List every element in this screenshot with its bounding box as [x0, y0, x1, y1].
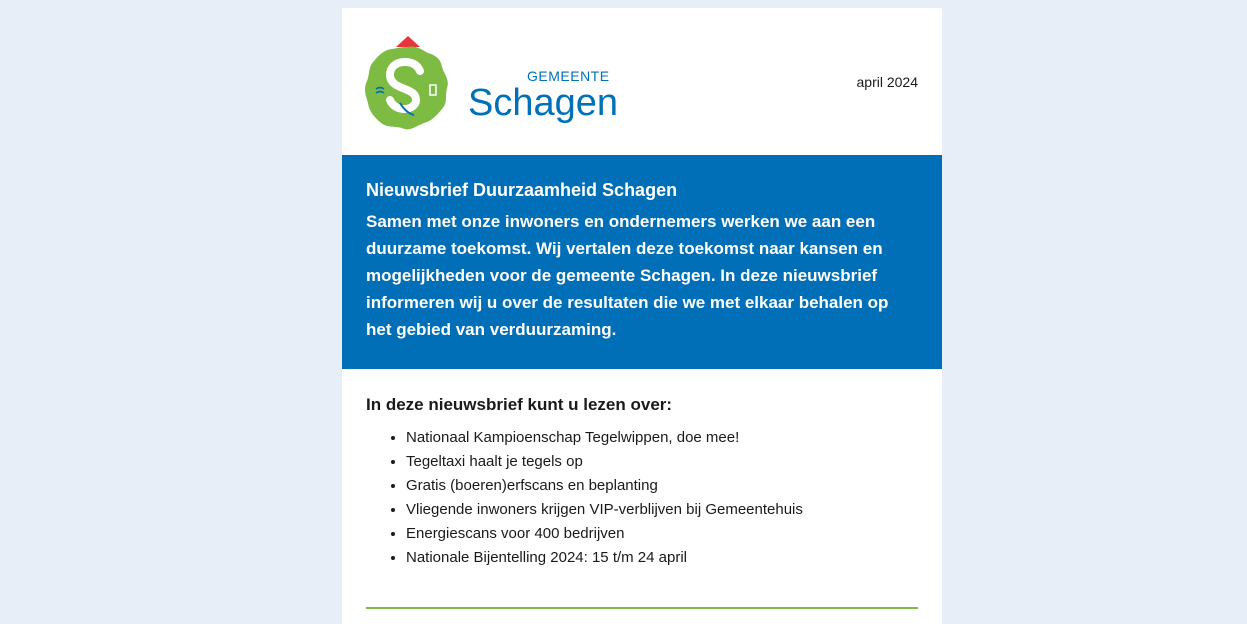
toc-item: • Tegeltaxi haalt je tegels op — [406, 450, 918, 474]
intro-text: Samen met onze inwoners en ondernemers werken we aan een duurzame toekomst. Wij vertalen deze toekomst naar kansen en mogelijkheden voor de gemeente Schagen. In deze nieuwsbrief informeren wij u over de resultaten die we met elkaar behalen op het gebied van verduurzaming. — [366, 212, 889, 339]
newsletter-card — [342, 8, 942, 624]
toc-item: • Nationale Bijentelling 2024: 15 t/m 24 april — [406, 546, 918, 570]
section-divider — [366, 607, 918, 609]
toc-heading: In deze nieuwsbrief kunt u lezen over: — [366, 395, 673, 414]
gemeente-schagen-logo[interactable] — [364, 31, 624, 137]
toc-item: • Nationaal Kampioenschap Tegelwippen, doe mee! — [406, 426, 918, 450]
newsletter-date: april 2024 — [856, 74, 918, 90]
toc-item: • Gratis (boeren)erfscans en beplanting — [406, 474, 918, 498]
intro-banner — [342, 155, 942, 369]
newsletter-header — [342, 8, 942, 155]
newsletter-title: Nieuwsbrief Duurzaamheid Schagen — [366, 180, 678, 200]
toc-item: • Vliegende inwoners krijgen VIP-verblijven bij Gemeentehuis — [406, 498, 918, 522]
logo-schagen-text: Schagen — [468, 82, 619, 124]
table-of-contents — [342, 369, 942, 570]
logo-roof-shape — [396, 36, 420, 47]
toc-list — [366, 426, 918, 570]
toc-item: • Energiescans voor 400 bedrijven — [406, 522, 918, 546]
logo-gemeente-text: GEMEENTE — [527, 68, 610, 84]
